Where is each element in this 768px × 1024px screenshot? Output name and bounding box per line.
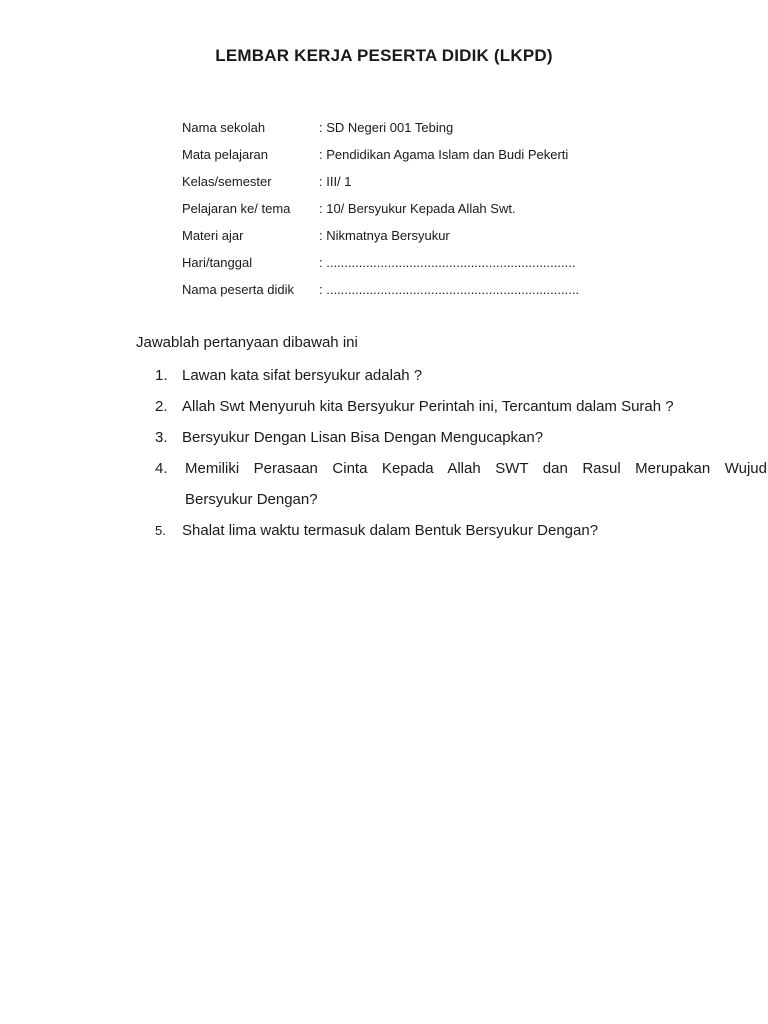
question-item — [0, 427, 768, 458]
info-label: Mata pelajaran — [182, 147, 268, 162]
info-label: Pelajaran ke/ tema — [182, 201, 291, 216]
info-row-subject — [182, 144, 579, 171]
question-item — [0, 365, 768, 396]
info-row-date — [182, 252, 579, 279]
question-text-continuation: Bersyukur Dengan? — [185, 491, 318, 508]
info-value: : Pendidikan Agama Islam dan Budi Pekerti — [319, 147, 569, 162]
instruction-text: Jawablah pertanyaan dibawah ini — [136, 334, 358, 351]
question-number: 1. — [155, 367, 168, 384]
question-text: Bersyukur Dengan Lisan Bisa Dengan Mengucapkan? — [182, 429, 544, 446]
question-list — [0, 365, 768, 551]
question-text: Lawan kata sifat bersyukur adalah ? — [182, 367, 423, 384]
question-number: 5. — [155, 523, 166, 538]
question-text: Allah Swt Menyuruh kita Bersyukur Perintah ini, Tercantum dalam Surah ? — [182, 398, 674, 415]
info-table — [182, 117, 579, 306]
info-value-blank: : ..................................................................... — [319, 255, 576, 270]
info-row-class-semester — [182, 171, 579, 198]
question-text: Shalat lima waktu termasuk dalam Bentuk Bersyukur Dengan? — [182, 522, 599, 539]
question-number: 2. — [155, 398, 168, 415]
info-row-school — [182, 117, 579, 144]
question-number: 3. — [155, 429, 168, 446]
info-label: Nama peserta didik — [182, 282, 294, 297]
question-item — [0, 458, 768, 520]
info-value: : SD Negeri 001 Tebing — [319, 120, 454, 135]
info-value: : 10/ Bersyukur Kepada Allah Swt. — [319, 201, 516, 216]
question-item — [0, 520, 768, 551]
info-value: : III/ 1 — [319, 174, 352, 189]
info-value: : Nikmatnya Bersyukur — [319, 228, 450, 243]
info-row-material — [182, 225, 579, 252]
info-row-student-name — [182, 279, 579, 306]
info-label: Hari/tanggal — [182, 255, 253, 270]
info-value-blank: : ...................................................................... — [319, 282, 580, 297]
question-text: Memiliki Perasaan Cinta Kepada Allah SWT dan Rasul Merupakan Wujud — [185, 460, 767, 477]
question-item — [0, 396, 768, 427]
document-title: LEMBAR KERJA PESERTA DIDIK (LKPD) — [215, 46, 553, 65]
info-label: Nama sekolah — [182, 120, 266, 135]
info-label: Materi ajar — [182, 228, 244, 243]
question-number: 4. — [155, 460, 168, 477]
info-row-lesson-theme — [182, 198, 579, 225]
info-label: Kelas/semester — [182, 174, 272, 189]
